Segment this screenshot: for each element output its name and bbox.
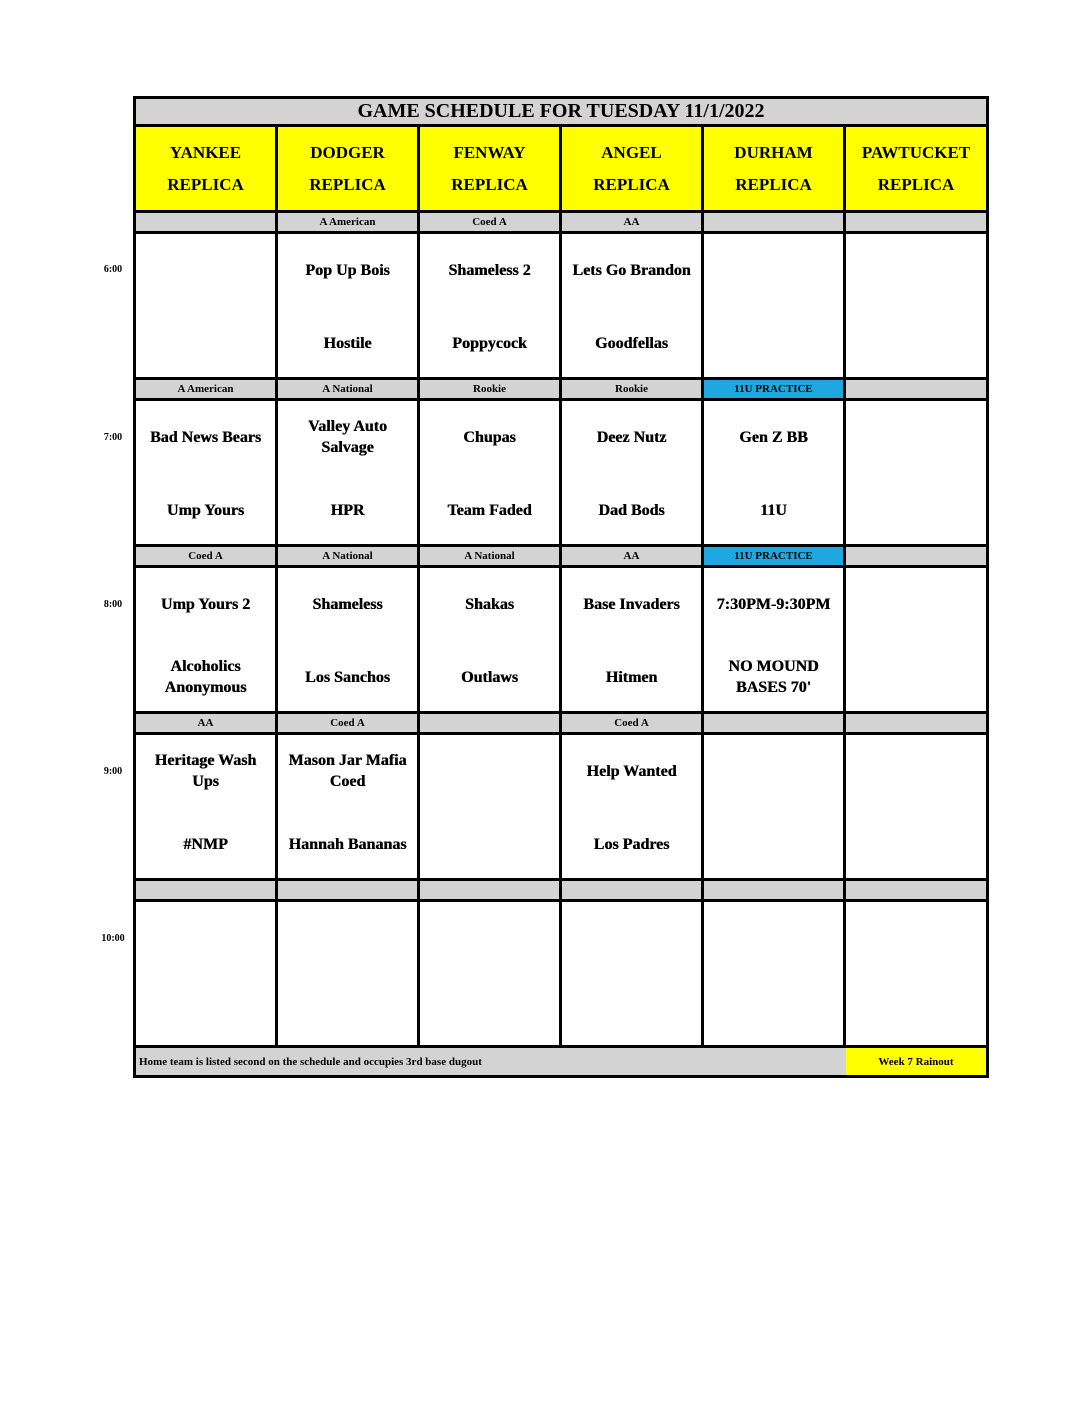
home-team: Ump Yours (166, 501, 245, 519)
away-team: Gen Z BB (739, 428, 808, 446)
away-team: Ump Yours 2 (160, 595, 251, 613)
away-team: Pop Up Bois (305, 261, 390, 279)
away-team (278, 916, 417, 960)
field-header (704, 127, 846, 210)
game-cell (420, 735, 562, 878)
division-row (136, 881, 986, 902)
division-row (136, 547, 986, 568)
away-team (136, 916, 275, 960)
home-team: Outlaws (461, 668, 518, 686)
home-team (846, 488, 986, 532)
division-label: Rookie (562, 380, 704, 398)
division-label: AA (136, 714, 278, 732)
division-label (846, 380, 986, 398)
division-label (704, 714, 846, 732)
field-name: FENWAY (453, 142, 526, 162)
home-team: NO MOUND BASES 70' (728, 658, 819, 696)
division-label: 11U PRACTICE (704, 547, 846, 565)
division-label: A National (278, 380, 420, 398)
division-row (136, 380, 986, 401)
game-cell (562, 401, 704, 544)
field-type: REPLICA (167, 174, 244, 194)
home-team: Goodfellas (595, 334, 668, 352)
away-team (704, 749, 843, 793)
field-header (278, 127, 420, 210)
game-row (136, 401, 986, 547)
game-cell (278, 735, 420, 878)
division-label (420, 881, 562, 899)
game-cell (136, 735, 278, 878)
home-team (704, 822, 843, 866)
field-type: REPLICA (735, 174, 812, 194)
division-label: A American (278, 213, 420, 231)
division-row (136, 714, 986, 735)
away-team (704, 916, 843, 960)
division-label (846, 213, 986, 231)
game-cell (420, 234, 562, 377)
away-team: Help Wanted (586, 762, 677, 780)
time-label: 7:00 (103, 432, 123, 443)
time-label: 8:00 (103, 599, 123, 610)
game-cell (420, 401, 562, 544)
home-team: 11U (760, 501, 787, 519)
time-label: 6:00 (103, 264, 123, 275)
away-team: Shakas (465, 595, 514, 613)
footer-note: Home team is listed second on the schedule and occupies 3rd base dugout (136, 1048, 846, 1075)
division-label: A National (420, 547, 562, 565)
division-label: 11U PRACTICE (704, 380, 846, 398)
away-team: Mason Jar Mafia Coed (288, 752, 407, 790)
game-cell (846, 568, 986, 711)
game-cell (278, 568, 420, 711)
away-team (846, 582, 986, 626)
away-team (562, 916, 701, 960)
schedule-title: GAME SCHEDULE FOR TUESDAY 11/1/2022 (136, 99, 986, 127)
game-row (136, 234, 986, 380)
game-cell (136, 568, 278, 711)
game-cell (136, 902, 278, 1045)
division-label (846, 547, 986, 565)
game-cell (278, 902, 420, 1045)
game-cell (846, 234, 986, 377)
home-team: Hannah Bananas (288, 835, 407, 853)
division-label: Coed A (562, 714, 704, 732)
away-team (846, 916, 986, 960)
away-team (704, 248, 843, 292)
home-team: Alcoholics Anonymous (164, 658, 247, 696)
home-team (704, 321, 843, 365)
game-cell (704, 401, 846, 544)
home-team (420, 989, 559, 1033)
away-team: Shameless 2 (448, 261, 531, 279)
away-team (420, 916, 559, 960)
division-label: A National (278, 547, 420, 565)
home-team: #NMP (183, 835, 228, 853)
game-cell (278, 234, 420, 377)
division-row (136, 213, 986, 234)
away-team: Chupas (463, 428, 516, 446)
away-team: 7:30PM-9:30PM (716, 595, 831, 613)
field-name: DURHAM (734, 142, 813, 162)
division-label: Rookie (420, 380, 562, 398)
game-cell (278, 401, 420, 544)
game-cell (562, 234, 704, 377)
game-cell (704, 902, 846, 1045)
field-name: DODGER (310, 142, 385, 162)
time-label: 10:00 (101, 933, 125, 944)
field-name: ANGEL (601, 142, 662, 162)
away-team: Bad News Bears (149, 428, 262, 446)
game-cell (704, 735, 846, 878)
game-cell (846, 735, 986, 878)
field-type: REPLICA (309, 174, 386, 194)
home-team (420, 822, 559, 866)
game-cell (704, 568, 846, 711)
away-team: Base Invaders (583, 595, 680, 613)
home-team: Dad Bods (598, 501, 665, 519)
home-team (846, 655, 986, 699)
away-team: Valley Auto Salvage (308, 418, 387, 456)
home-team (846, 822, 986, 866)
field-header-row (136, 127, 986, 213)
footer-row (136, 1048, 986, 1075)
home-team (278, 989, 417, 1033)
division-label (704, 881, 846, 899)
away-team: Lets Go Brandon (572, 261, 691, 279)
division-label: Coed A (136, 547, 278, 565)
game-row (136, 902, 986, 1048)
division-label: Coed A (278, 714, 420, 732)
division-label (278, 881, 420, 899)
game-cell (562, 568, 704, 711)
game-row (136, 568, 986, 714)
home-team (562, 989, 701, 1033)
division-label: AA (562, 213, 704, 231)
game-cell (704, 234, 846, 377)
game-cell (136, 234, 278, 377)
game-cell (420, 902, 562, 1045)
field-type: REPLICA (877, 174, 955, 194)
footer-flag: Week 7 Rainout (846, 1048, 986, 1075)
home-team: Los Sanchos (305, 668, 390, 686)
field-header (136, 127, 278, 210)
field-name: PAWTUCKET (861, 142, 971, 162)
field-name: YANKEE (169, 142, 242, 162)
home-team: Hostile (323, 334, 372, 352)
division-label (846, 714, 986, 732)
away-team (136, 248, 275, 292)
away-team (846, 248, 986, 292)
schedule-table (133, 96, 989, 1078)
division-label: A American (136, 380, 278, 398)
division-label (420, 714, 562, 732)
home-team (136, 989, 275, 1033)
home-team: Los Padres (593, 835, 670, 853)
field-header (562, 127, 704, 210)
field-type: REPLICA (593, 174, 670, 194)
home-team (846, 989, 986, 1033)
time-label: 9:00 (103, 766, 123, 777)
game-cell (846, 401, 986, 544)
game-cell (846, 902, 986, 1045)
home-team: Poppycock (452, 334, 527, 352)
home-team (704, 989, 843, 1033)
game-cell (136, 401, 278, 544)
away-team (846, 415, 986, 459)
away-team: Shameless (312, 595, 383, 613)
division-label (846, 881, 986, 899)
division-label (704, 213, 846, 231)
game-cell (420, 568, 562, 711)
division-label (562, 881, 704, 899)
game-cell (562, 902, 704, 1045)
division-label (136, 881, 278, 899)
away-team: Deez Nutz (596, 428, 667, 446)
time-slots (136, 213, 986, 1048)
division-label: AA (562, 547, 704, 565)
game-row (136, 735, 986, 881)
field-type: REPLICA (451, 174, 528, 194)
division-label (136, 213, 278, 231)
game-cell (562, 735, 704, 878)
home-team (136, 321, 275, 365)
away-team (420, 749, 559, 793)
home-team: HPR (330, 501, 365, 519)
away-team (846, 749, 986, 793)
field-header (846, 127, 986, 210)
home-team (846, 321, 986, 365)
field-header (420, 127, 562, 210)
away-team: Heritage Wash Ups (154, 752, 257, 790)
home-team: Hitmen (605, 668, 658, 686)
home-team: Team Faded (447, 501, 532, 519)
division-label: Coed A (420, 213, 562, 231)
